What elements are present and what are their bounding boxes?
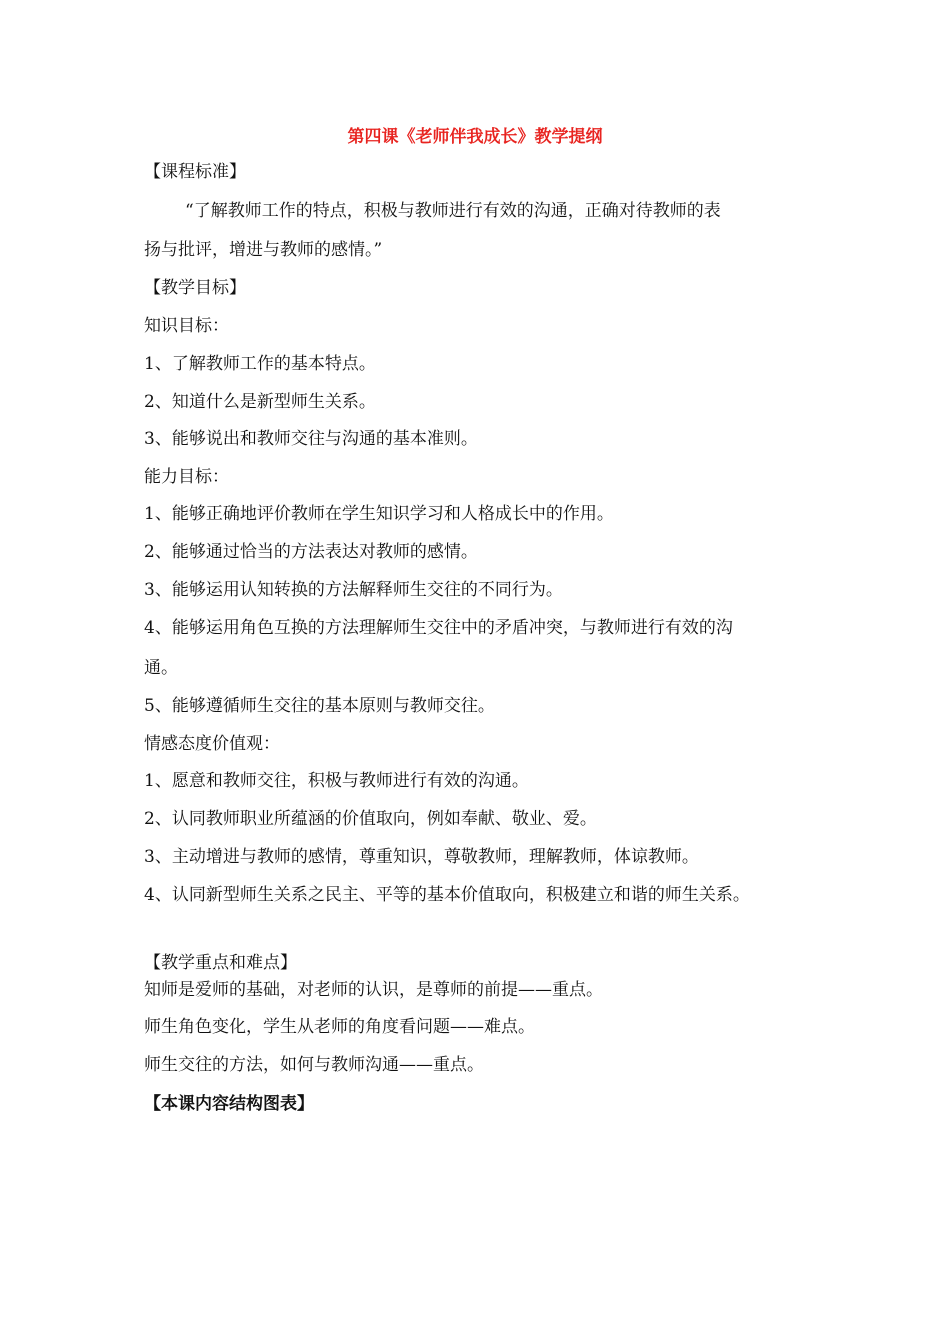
ability-item-continued: 通。 xyxy=(144,658,178,678)
curriculum-text-line-2: 扬与批评，增进与教师的感情。” xyxy=(144,240,383,260)
ability-item: 1、能够正确地评价教师在学生知识学习和人格成长中的作用。 xyxy=(144,504,614,524)
emotion-item: 3、主动增进与教师的感情，尊重知识，尊敬教师，理解教师，体谅教师。 xyxy=(144,847,699,867)
emotion-header: 情感态度价值观： xyxy=(144,734,280,754)
keypoint-item: 知师是爱师的基础，对老师的认识，是尊师的前提——重点。 xyxy=(144,980,603,1000)
curriculum-text-line-1: “了解教师工作的特点，积极与教师进行有效的沟通，正确对待教师的表 xyxy=(185,201,721,221)
keypoint-item: 师生角色变化，学生从老师的角度看问题——难点。 xyxy=(144,1017,535,1037)
emotion-item: 4、认同新型师生关系之民主、平等的基本价值取向，积极建立和谐的师生关系。 xyxy=(144,885,750,905)
curriculum-header: 【课程标准】 xyxy=(144,162,246,182)
keypoints-header: 【教学重点和难点】 xyxy=(144,953,297,973)
ability-header: 能力目标： xyxy=(144,467,229,487)
ability-item: 3、能够运用认知转换的方法解释师生交往的不同行为。 xyxy=(144,580,563,600)
structure-header: 【本课内容结构图表】 xyxy=(144,1094,314,1114)
knowledge-header: 知识目标： xyxy=(144,316,229,336)
knowledge-item: 1、了解教师工作的基本特点。 xyxy=(144,354,376,374)
document-title: 第四课《老师伴我成长》教学提纲 xyxy=(347,127,603,147)
knowledge-item: 2、知道什么是新型师生关系。 xyxy=(144,392,376,412)
keypoint-item: 师生交往的方法，如何与教师沟通——重点。 xyxy=(144,1055,484,1075)
emotion-item: 1、愿意和教师交往，积极与教师进行有效的沟通。 xyxy=(144,771,529,791)
knowledge-item: 3、能够说出和教师交往与沟通的基本准则。 xyxy=(144,429,478,449)
emotion-item: 2、认同教师职业所蕴涵的价值取向，例如奉献、敬业、爱。 xyxy=(144,809,597,829)
ability-item: 4、能够运用角色互换的方法理解师生交往中的矛盾冲突，与教师进行有效的沟 xyxy=(144,618,733,638)
objectives-header: 【教学目标】 xyxy=(144,278,246,298)
ability-item: 5、能够遵循师生交往的基本原则与教师交往。 xyxy=(144,696,495,716)
ability-item: 2、能够通过恰当的方法表达对教师的感情。 xyxy=(144,542,478,562)
